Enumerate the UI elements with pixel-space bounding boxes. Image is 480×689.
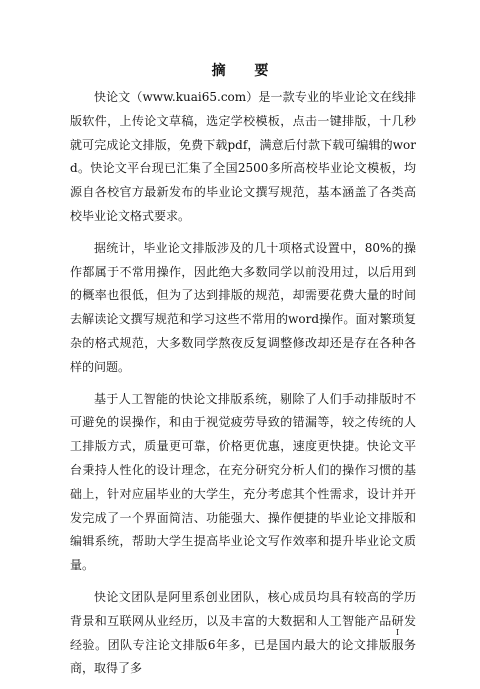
paragraph-3: 基于人工智能的快论文排版系统，剔除了人们手动排版时不可避免的误操作，和由于视觉疲劳导致的错漏等，较之传统的人工排版方式，质量更可靠，价格更优惠，速度更快捷。快论文平台秉持人性化的设计理念，在充分研究分析人们的操作习惯的基础上，针对应届毕业的大学生，充分考虑其个性需求，设计并开发完成了一个界面简洁、功能强大、操作便捷的毕业论文排版和编辑系统，帮助大学生提高毕业论文写作效率和提升毕业论文质量。 — [70, 391, 416, 573]
abstract-body — [70, 86, 416, 689]
paragraph-1: 快论文（www.kuai65.com）是一款专业的毕业论文在线排版软件，上传论文草稿，选定学校模板，点击一键排版，十几秒就可完成论文排版，免费下载pdf，满意后付款下载可编辑的word。快论文平台现已汇集了全国2500多所高校毕业论文模板，均源自各校官方最新发布的毕业论文撰写规范，基本涵盖了各类高校毕业论文格式要求。 — [70, 90, 416, 223]
page-title: 摘 要 — [211, 63, 281, 79]
paragraph-2: 据统计，毕业论文排版涉及的几十项格式设置中，80%的操作都属于不常用操作，因此绝大多数同学以前没用过，以后用到的概率也很低，但为了达到排版的规范，却需要花费大量的时间去解读论文撰写规范和学习这些不常用的word操作。面对繁琐复杂的格式规范，大多数同学熬夜反复调整修改却还是存在各种各样的问题。 — [70, 240, 416, 374]
page-number: I — [396, 628, 400, 637]
paragraph-4: 快论文团队是阿里系创业团队，核心成员均具有较高的学历背景和互联网从业经历，以及丰富的大数据和人工智能产品研发经验。团队专注论文排版6年多，已是国内最大的论文排版服务商，取得了多 — [70, 589, 416, 676]
